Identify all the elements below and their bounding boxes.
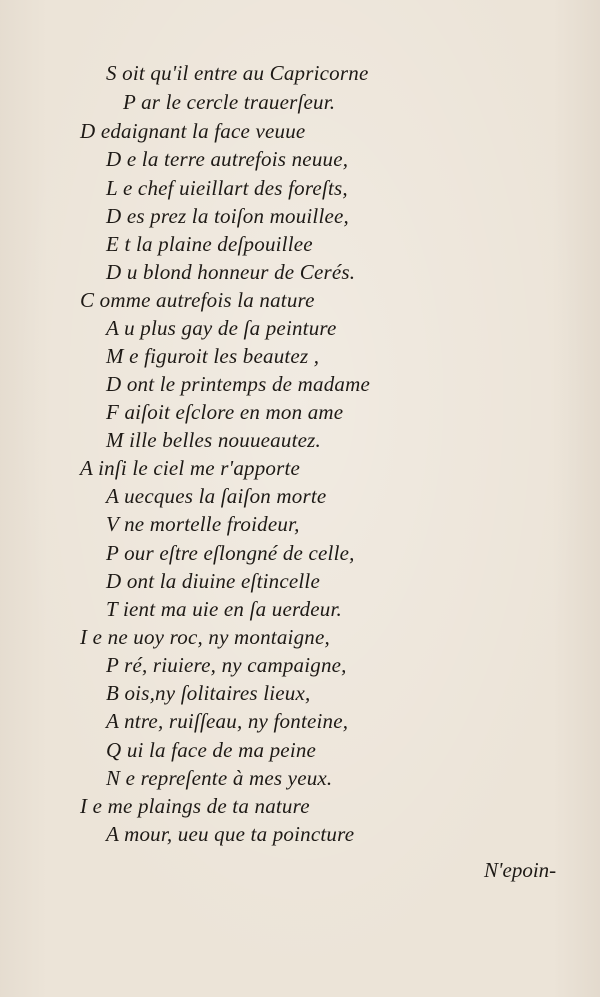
poem-line: B ois,ny ſolitaires lieux,: [106, 681, 311, 705]
poem-line: A mour, ueu que ta poincture: [106, 822, 355, 846]
poem-line: C omme autrefois la nature: [80, 288, 315, 312]
poem-line: T ient ma uie en ſa uerdeur.: [106, 597, 342, 621]
poem-line: P ar le cercle trauerſeur.: [123, 90, 336, 114]
poem-line: D ont la diuine eſtincelle: [106, 569, 320, 593]
poem-line: A inſi le ciel me r'apporte: [80, 456, 301, 480]
poem-line: E t la plaine deſpouillee: [106, 232, 313, 256]
catchword: N'epoin-: [484, 858, 557, 882]
poem-line: S oit qu'il entre au Capricorne: [106, 61, 369, 85]
poem-line: D edaignant la face veuue: [80, 119, 306, 143]
poem-line: D u blond honneur de Cerés.: [106, 260, 356, 284]
poem-line: L e chef uieillart des foreſts,: [106, 176, 348, 200]
poem-line: I e me plaings de ta nature: [80, 794, 310, 818]
poem-line: A ntre, ruiſſeau, ny fonteine,: [106, 709, 349, 733]
poem-line: I e ne uoy roc, ny montaigne,: [80, 625, 330, 649]
poem-line: A uecques la ſaiſon morte: [106, 484, 327, 508]
poem-line: D e la terre autrefois neuue,: [106, 147, 349, 171]
poem-line: M ille belles nouueautez.: [106, 428, 321, 452]
poem-line: F aiſoit eſclore en mon ame: [106, 400, 344, 424]
poem-line: P our eſtre eſlongné de celle,: [106, 541, 355, 565]
poem-line: D ont le printemps de madame: [106, 372, 370, 396]
poem-line: P ré, riuiere, ny campaigne,: [106, 653, 347, 677]
poem-line: D es prez la toiſon mouillee,: [106, 204, 349, 228]
poem-line: Q ui la face de ma peine: [106, 738, 317, 762]
poem-line: V ne mortelle froideur,: [106, 512, 300, 536]
poem-line: M e figuroit les beautez ,: [106, 344, 320, 368]
poem-line: N e repreſente à mes yeux.: [106, 766, 333, 790]
poem-line: A u plus gay de ſa peinture: [106, 316, 337, 340]
